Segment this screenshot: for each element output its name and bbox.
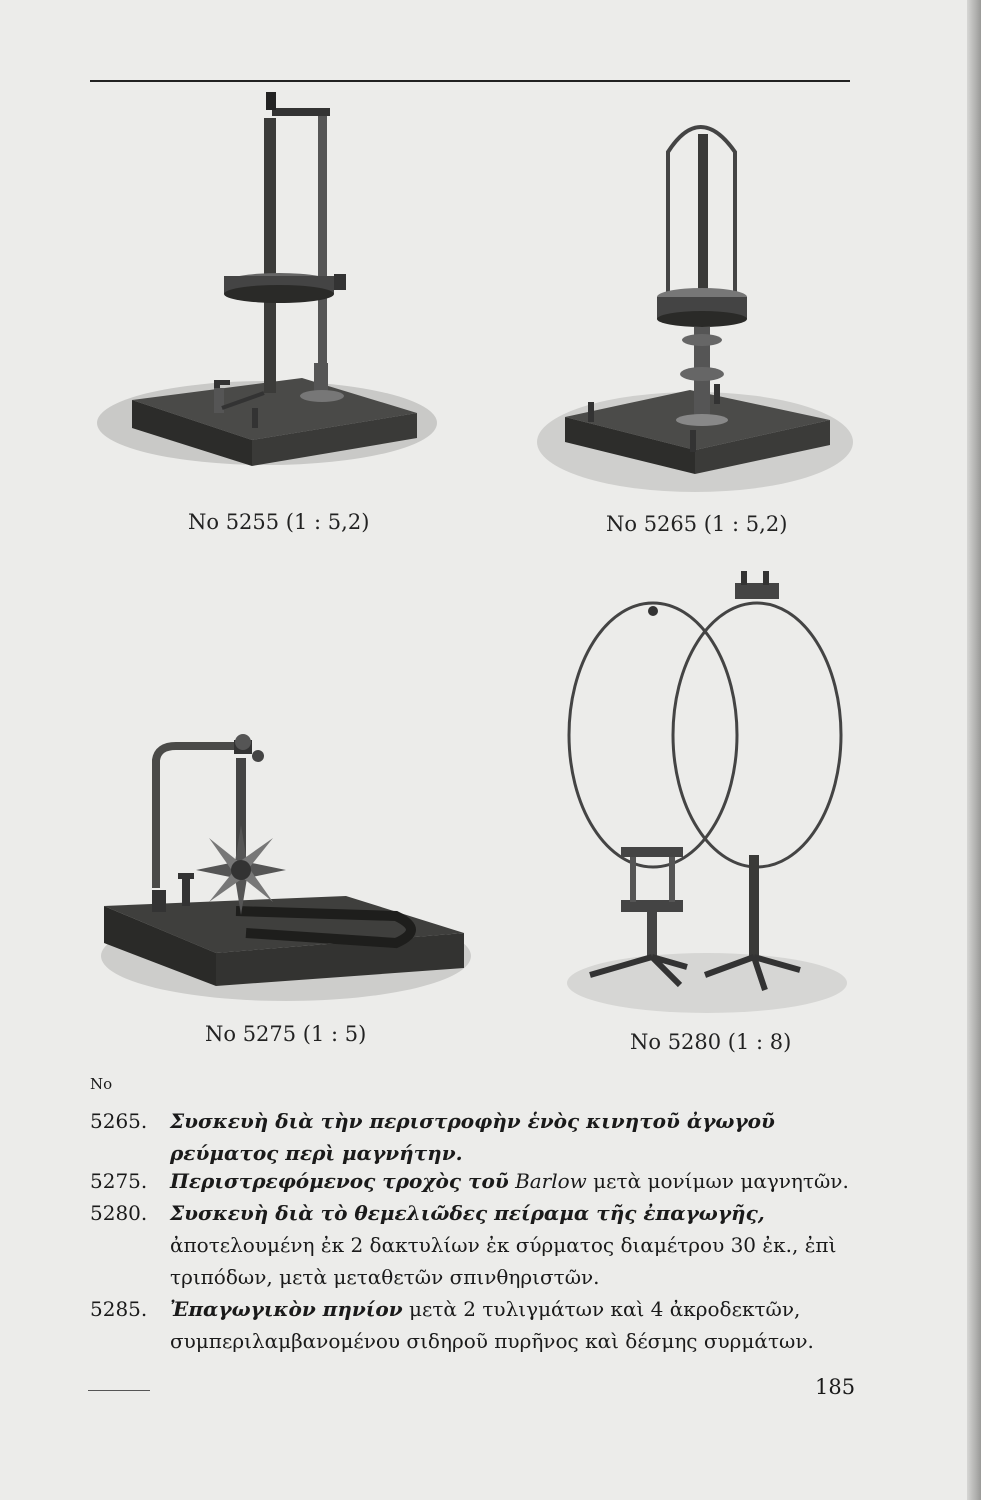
item-number: 5275. (90, 1169, 148, 1193)
no-label: No (90, 1075, 113, 1093)
figure-5255-illustration (92, 88, 442, 473)
item-name: Barlow (515, 1169, 587, 1193)
page-edge (967, 0, 981, 1500)
figure-5255 (92, 88, 442, 473)
star-wheel (196, 825, 286, 915)
figure-5275 (96, 728, 476, 1013)
margin-mark (88, 1390, 150, 1391)
figure-5280-illustration (565, 565, 850, 1015)
item-number: 5265. (90, 1109, 148, 1133)
item-title: Περιστρεφόμενος τροχὸς τοῦ (170, 1169, 509, 1193)
figure-5280 (565, 565, 850, 1015)
top-rule (90, 80, 850, 82)
page-number: 185 (815, 1375, 856, 1399)
figure-5265 (530, 112, 855, 497)
item-number: 5280. (90, 1201, 148, 1225)
figure-5265-illustration (530, 112, 855, 497)
item-title: Ἐπαγωγικὸν πηνίον (170, 1297, 403, 1321)
caption-5265: No 5265 (1 : 5,2) (606, 512, 788, 536)
caption-5275: No 5275 (1 : 5) (205, 1022, 367, 1046)
figure-5275-illustration (96, 728, 476, 1013)
item-title: Συσκευὴ διὰ τὸ θεμελιῶδες πείραμα τῆς ἐπαγωγῆς, (170, 1201, 765, 1225)
item-text: μετὰ 2 τυλιγμάτων καὶ 4 ἀκροδεκτῶν, συμπεριλαμβανομένου σιδηροῦ πυρῆνος καὶ δέσμης συρμάτων. (170, 1297, 814, 1353)
item-title: Συσκευὴ διὰ τὴν περιστροφὴν ἑνὸς κινητοῦ ἀγωγοῦ ρεύματος περὶ μαγνήτην. (170, 1109, 775, 1165)
item-number: 5285. (90, 1297, 148, 1321)
item-text: μετὰ μονίμων μαγνητῶν. (593, 1169, 849, 1193)
caption-5255: No 5255 (1 : 5,2) (188, 510, 370, 534)
item-text: ἀποτελουμένη ἐκ 2 δακτυλίων ἐκ σύρματος διαμέτρου 30 ἐκ., ἐπὶ τριπόδων, μετὰ μεταθετῶν σπινθηριστῶν. (170, 1233, 837, 1289)
caption-5280: No 5280 (1 : 8) (630, 1030, 792, 1054)
